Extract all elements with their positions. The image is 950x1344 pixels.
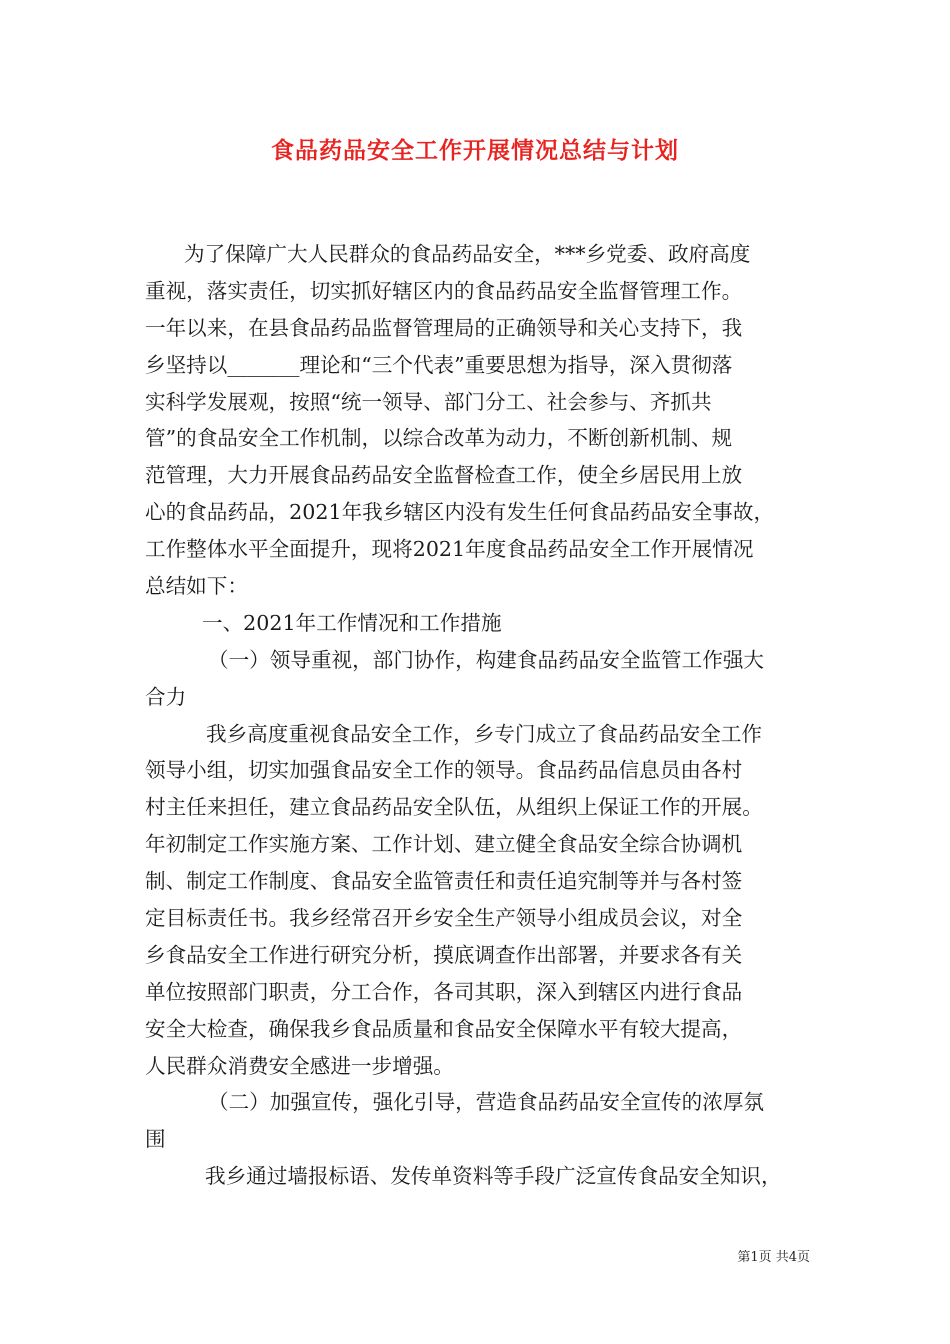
subsection-heading: （一）领导重视，部门协作，构建食品药品安全监管工作强大 bbox=[208, 647, 765, 672]
document-title: 食品药品安全工作开展情况总结与计划 bbox=[271, 137, 679, 164]
paragraph-line: 村主任来担任，建立食品药品安全队伍，从组织上保证工作的开展。 bbox=[145, 795, 763, 820]
paragraph-line: 我乡通过墙报标语、发传单资料等手段广泛宣传食品安全知识， bbox=[205, 1164, 782, 1189]
paragraph-line: 一年以来，在县食品药品监督管理局的正确领导和关心支持下，我 bbox=[145, 315, 743, 340]
paragraph-line: 心的食品药品，2021年我乡辖区内没有发生任何食品药品安全事故， bbox=[145, 500, 775, 525]
paragraph-line: 总结如下： bbox=[145, 574, 248, 599]
paragraph-line: 年初制定工作实施方案、工作计划、建立健全食品安全综合协调机 bbox=[145, 832, 743, 857]
paragraph-line: 乡坚持以_______理论和“三个代表”重要思想为指导，深入贯彻落 bbox=[145, 352, 733, 377]
document-body bbox=[145, 236, 810, 1195]
paragraph-line: 领导小组，切实加强食品安全工作的领导。食品药品信息员由各村 bbox=[145, 758, 743, 783]
paragraph-line: 乡食品安全工作进行研究分析，摸底调查作出部署，并要求各有关 bbox=[145, 942, 743, 967]
paragraph-line: 管”的食品安全工作机制，以综合改革为动力，不断创新机制、规 bbox=[145, 426, 733, 451]
paragraph-line: 我乡高度重视食品安全工作，乡专门成立了食品药品安全工作 bbox=[206, 721, 763, 746]
subsection-heading-cont: 围 bbox=[145, 1127, 166, 1152]
paragraph-line: 人民群众消费安全感进一步增强。 bbox=[145, 1053, 454, 1078]
paragraph-line: 定目标责任书。我乡经常召开乡安全生产领导小组成员会议，对全 bbox=[145, 906, 743, 931]
paragraph-line: 制、制定工作制度、食品安全监管责任和责任追究制等并与各村签 bbox=[145, 869, 743, 894]
section-heading: 一、2021年工作情况和工作措施 bbox=[202, 610, 502, 635]
paragraph-line: 范管理，大力开展食品药品安全监督检查工作，使全乡居民用上放 bbox=[145, 463, 743, 488]
paragraph-line: 实科学发展观，按照“统一领导、部门分工、社会参与、齐抓共 bbox=[145, 389, 712, 414]
paragraph-line: 工作整体水平全面提升，现将2021年度食品药品安全工作开展情况 bbox=[145, 537, 754, 562]
paragraph-line: 单位按照部门职责，分工合作，各司其职，深入到辖区内进行食品 bbox=[145, 979, 743, 1004]
page-number-footer: 第1页 共4页 bbox=[737, 1250, 810, 1265]
subsection-heading-cont: 合力 bbox=[145, 684, 187, 709]
paragraph-line: 为了保障广大人民群众的食品药品安全，***乡党委、政府高度 bbox=[184, 242, 751, 266]
paragraph-line: 安全大检查，确保我乡食品质量和食品安全保障水平有较大提高， bbox=[145, 1016, 743, 1041]
paragraph-line: 重视，落实责任，切实抓好辖区内的食品药品安全监督管理工作。 bbox=[145, 278, 743, 303]
subsection-heading: （二）加强宣传，强化引导，营造食品药品安全宣传的浓厚氛 bbox=[208, 1090, 765, 1115]
